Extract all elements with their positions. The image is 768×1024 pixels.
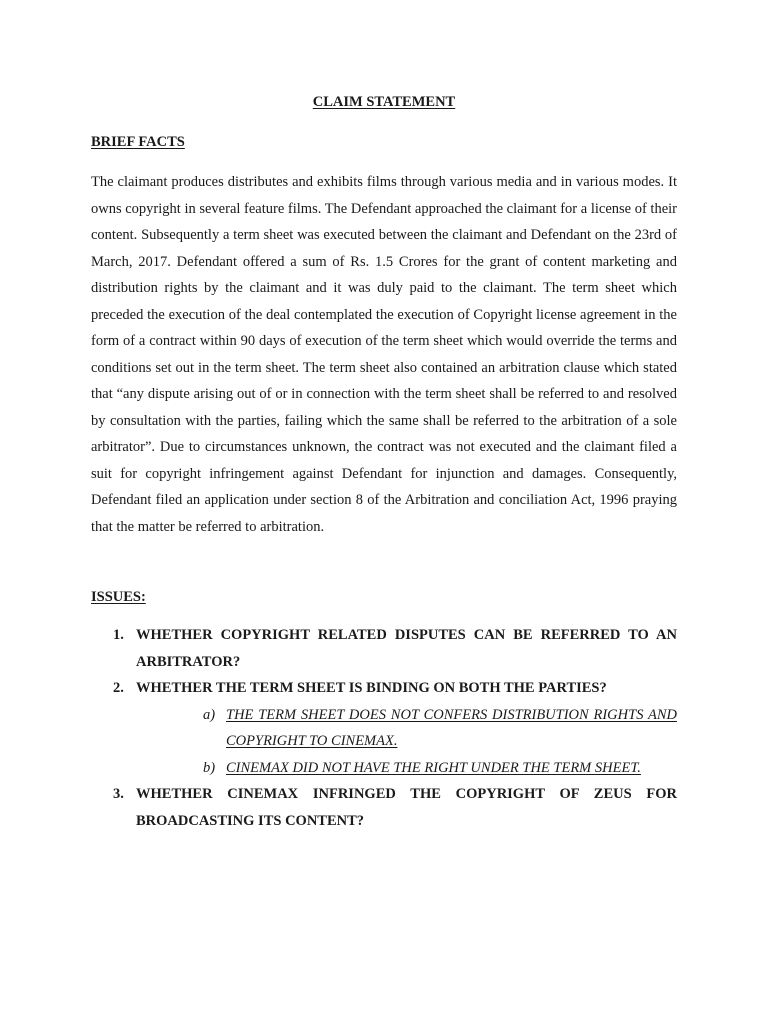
issue-item-1 [91, 622, 677, 675]
sub-issue-number: b) [203, 759, 216, 776]
brief-facts-paragraph: The claimant produces distributes and exhibits films through various media and in various modes. It owns copyright in several feature films. The Defendant approached the claimant for a license of their content. Subsequently a term sheet was executed between the claimant and Defendant on the 23rd of March, 2017. Defendant offered a sum of Rs. 1.5 Crores for the grant of content marketing and distribution rights by the claimant and it was duly paid to the claimant. The term sheet which preceded the execution of the deal contemplated the execution of Copyright license agreement in the form of a contract within 90 days of execution of the term sheet which would override the terms and conditions set out in the term sheet. The term sheet also contained an arbitration clause which stated that “any dispute arising out of or in connection with the term sheet shall be referred to and resolved by consultation with the parties, failing which the same shall be referred to the arbitration of a sole arbitrator”. Due to circumstances unknown, the contract was not executed and the claimant filed a suit for copyright infringement against Defendant for injunction and damages. Consequently, Defendant filed an application under section 8 of the Arbitration and conciliation Act, 1996 praying that the matter be referred to arbitration. [91, 174, 677, 535]
issue-number: 3. [113, 786, 124, 802]
issue-text: WHETHER CINEMAX INFRINGED THE COPYRIGHT OF ZEUS FOR BROADCASTING ITS CONTENT? [136, 786, 677, 829]
document-title [0, 92, 768, 112]
sub-issue-text: THE TERM SHEET DOES NOT CONFERS DISTRIBUTION RIGHTS AND COPYRIGHT TO CINEMAX. [226, 706, 677, 749]
sub-issue-number: a) [203, 706, 216, 723]
sub-issue-a [136, 702, 677, 755]
issue-text: WHETHER THE TERM SHEET IS BINDING ON BOTH THE PARTIES? [136, 680, 607, 696]
issues-heading: ISSUES: [91, 589, 146, 605]
sub-issue-b [136, 755, 677, 782]
sub-issue-text: CINEMAX DID NOT HAVE THE RIGHT UNDER THE TERM SHEET. [226, 759, 641, 776]
issue-number: 1. [113, 627, 124, 643]
issues-list [91, 622, 677, 834]
document-title-text: CLAIM STATEMENT [312, 94, 456, 110]
brief-facts-heading: BRIEF FACTS [91, 134, 185, 150]
issue-text: WHETHER COPYRIGHT RELATED DISPUTES CAN BE REFERRED TO AN ARBITRATOR? [136, 627, 677, 670]
issue-item-2 [91, 675, 677, 781]
issue-number: 2. [113, 680, 124, 696]
sub-issues-list [136, 702, 677, 782]
issue-item-3 [91, 781, 677, 834]
